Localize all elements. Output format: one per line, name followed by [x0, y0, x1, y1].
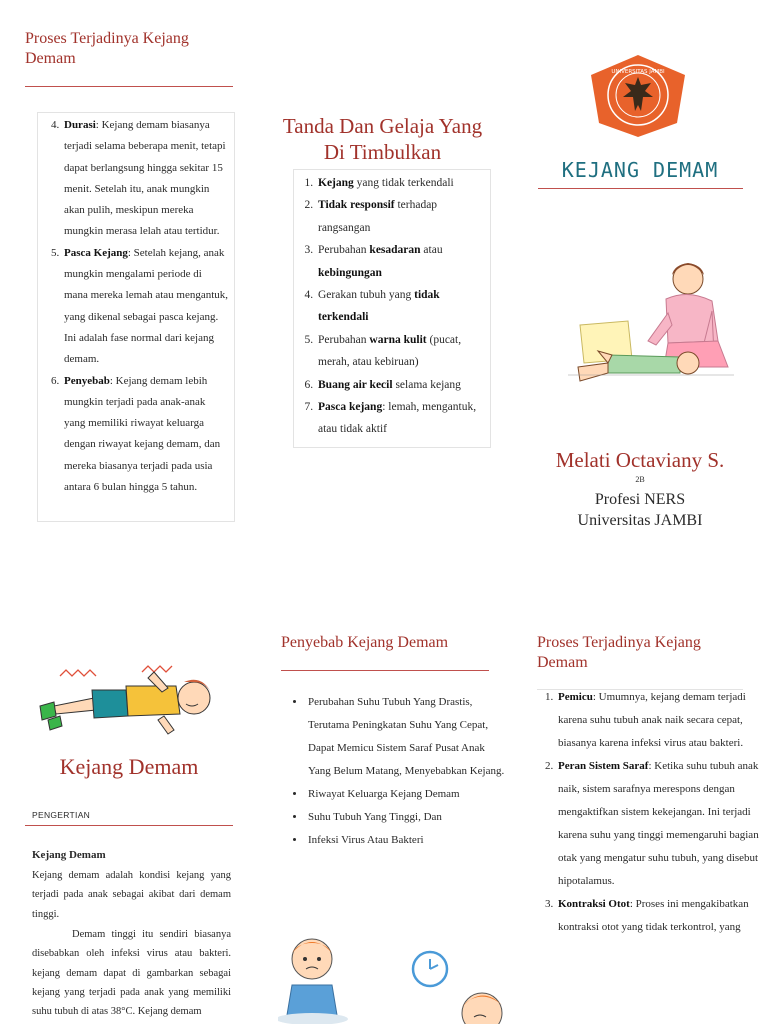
author-class: 2B: [635, 475, 645, 484]
item-text: Gerakan tubuh yang: [318, 289, 415, 302]
sick-children-illustration: [278, 935, 508, 1024]
item-text: : Ketika suhu tubuh anak naik, sistem sarafnya merespons dengan mengaktifkan sistem kekejangan. Ini terjadi karena suhu yang tinggi memengaruhi bagian otak yang mengatur suhu tubuh, yang disebut hipotalamus.: [558, 760, 759, 887]
item-term: Peran Sistem Saraf: [558, 760, 649, 772]
cause-item: • Infeksi Virus Atau Bakteri: [306, 829, 506, 852]
list-item: [556, 686, 764, 755]
item-text: : lemah, mengantuk, atau tidak aktif: [318, 401, 477, 436]
cause-item: • Perubahan Suhu Tubuh Yang Drastis, Terutama Peningkatan Suhu Yang Cepat, Dapat Memicu Sistem Saraf Pusat Anak Yang Belum Matang, Menyebabkan Kejang.: [306, 691, 506, 783]
cause-item: • Suhu Tubuh Yang Tinggi, Dan: [306, 806, 506, 829]
item-text: yang tidak terkendali: [353, 177, 454, 189]
list-item: [556, 755, 764, 893]
pengertian-paragraph-2: Demam tinggi itu sendiri biasanya disebabkan oleh infeksi virus atau bakteri. kejang demam dapat di gambarkan sebagai kejang yang terjadi pada anak yang memiliki suhu tubuh di atas 38°C. Kejang demam: [32, 929, 231, 1018]
panel-br-list: [535, 686, 764, 939]
pengertian-subheading: Kejang Demam: [32, 849, 106, 861]
symptom-item: [316, 239, 484, 284]
university-logo: [585, 53, 691, 139]
item-text: Perubahan: [318, 333, 370, 346]
program-name: Profesi NERS: [594, 491, 686, 508]
item-term: Pemicu: [558, 691, 593, 703]
panel-tm-heading: Tanda Dan Gelaja Yang Di Timbulkan: [282, 114, 483, 164]
pengertian-paragraph-1: Kejang demam adalah kondisi kejang yang terjadi pada anak sebagai akibat dari demam tinggi.: [32, 870, 231, 920]
svg-text:UNIVERSITAS JAMBI: UNIVERSITAS JAMBI: [611, 69, 665, 75]
item-term: kebingungan: [318, 266, 382, 279]
divider: [25, 825, 233, 826]
symptom-item: [316, 284, 484, 329]
symptom-item: [316, 329, 484, 374]
item-term: warna kulit: [369, 333, 427, 346]
item-text: : Kejang demam biasanya terjadi selama beberapa menit, tetapi dapat berlangsung hingga sekitar 15 menit. Setelah itu, anak mungkin akan pulih, meskipun mereka mungkin merasa lelah atau tertidur.: [64, 119, 226, 238]
item-text: terhadap rangsangan: [318, 199, 438, 234]
divider: [538, 188, 743, 189]
item-text: : Proses ini mengakibatkan kontraksi otot yang tidak terkontrol, yang: [558, 898, 749, 933]
item-term: Kontraksi Otot: [558, 898, 630, 910]
cause-item: • Riwayat Keluarga Kejang Demam: [306, 783, 506, 806]
list-item: [62, 243, 228, 371]
panel-br-heading: Proses Terjadinya Kejang Demam: [537, 634, 701, 671]
list-item: [62, 371, 228, 499]
panel-tm-box: [293, 169, 491, 448]
cover-title: KEJANG DEMAM: [561, 158, 719, 182]
panel-tl-list: [38, 113, 234, 498]
university-name: Universitas JAMBI: [577, 512, 703, 529]
item-text: : Setelah kejang, anak mungkin mengalami periode di mana mereka lemah atau mengantuk, yang dikenal sebagai pasca kejang. Ini adalah fase normal dari kejang demam.: [64, 246, 229, 366]
item-text: : Umumnya, kejang demam terjadi karena suhu tubuh anak naik secara cepat, biasanya karena infeksi virus atau bakteri.: [558, 691, 746, 749]
mother-child-illustration: [568, 255, 734, 401]
item-term: kesadaran: [369, 244, 421, 257]
item-text: : Kejang demam lebih mungkin terjadi pada anak-anak yang memiliki riwayat keluarga dengan riwayat kejang demam, dan mereka biasanya terjadi pada usia antara 6 bulan hingga 5 tahun.: [64, 374, 221, 494]
panel-bm-list: [287, 691, 506, 852]
item-text: Perubahan: [318, 244, 370, 257]
seizure-child-illustration: [34, 660, 222, 740]
item-term: Penyebab: [64, 374, 110, 387]
item-term: Buang air kecil: [318, 378, 393, 391]
symptom-item: [316, 396, 484, 441]
item-term: Pasca kejang: [318, 401, 383, 414]
author-name: Melati Octaviany S.: [555, 448, 725, 472]
bottom-left-title: Kejang Demam: [59, 754, 199, 779]
divider: [281, 670, 489, 671]
item-term: tidak terkendali: [318, 289, 440, 324]
symptom-item: [316, 172, 484, 194]
item-term: Pasca Kejang: [64, 246, 128, 259]
panel-bm-heading: Penyebab Kejang Demam: [281, 634, 449, 651]
list-item: [556, 893, 764, 939]
panel-tl-heading: Proses Terjadinya Kejang Demam: [25, 30, 189, 67]
item-text: selama kejang: [392, 378, 461, 391]
item-term: Kejang: [318, 177, 354, 189]
item-term: Tidak responsif: [318, 199, 395, 212]
section-label-pengertian: PENGERTIAN: [32, 810, 91, 820]
list-item: [62, 115, 228, 243]
panel-tl-box: [37, 112, 235, 522]
panel-tm-list: [294, 170, 490, 441]
symptom-item: [316, 194, 484, 239]
divider: [25, 86, 233, 87]
symptom-item: [316, 374, 484, 396]
item-term: Durasi: [64, 119, 96, 131]
item-text: (pucat, merah, atau kebiruan): [318, 333, 462, 369]
item-text: atau: [420, 244, 443, 257]
